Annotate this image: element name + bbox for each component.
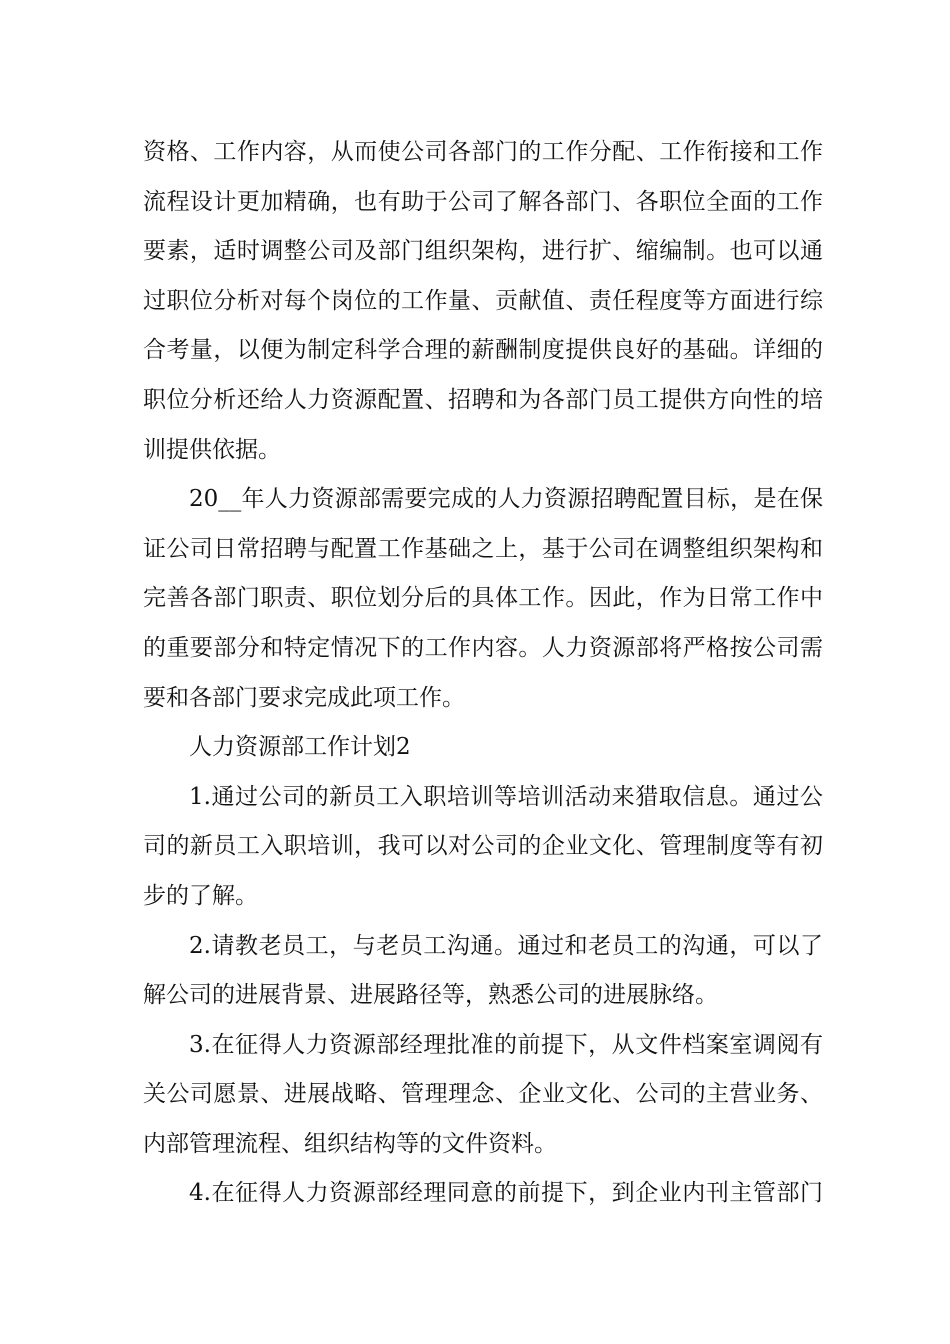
text-line: 2.请教老员工，与老员工沟通。通过和老员工的沟通，可以了 bbox=[189, 932, 823, 959]
text-line: 人力资源部工作计划2 bbox=[189, 734, 411, 761]
text-line: 证公司日常招聘与配置工作基础之上，基于公司在调整组织架构和 bbox=[143, 535, 823, 562]
text-line: 完善各部门职责、职位划分后的具体工作。因此，作为日常工作中 bbox=[143, 585, 823, 612]
text-line: 1.通过公司的新员工入职培训等培训活动来猎取信息。通过公 bbox=[189, 783, 823, 810]
text-line: 训提供依据。 bbox=[143, 436, 281, 463]
text-line: 资格、工作内容，从而使公司各部门的工作分配、工作衔接和工作 bbox=[143, 139, 823, 165]
text-line: 要素，适时调整公司及部门组织架构，进行扩、缩编制。也可以通 bbox=[143, 238, 823, 265]
text-line: 3.在征得人力资源部经理批准的前提下，从文件档案室调阅有 bbox=[189, 1031, 823, 1058]
text-line: 4.在征得人力资源部经理同意的前提下，到企业内刊主管部门 bbox=[189, 1180, 823, 1207]
text-line: 流程设计更加精确，也有助于公司了解各部门、各职位全面的工作 bbox=[143, 188, 823, 215]
text-line: 的重要部分和特定情况下的工作内容。人力资源部将严格按公司需 bbox=[143, 634, 823, 661]
text-line: 步的了解。 bbox=[143, 882, 258, 909]
text-line: 内部管理流程、组织结构等的文件资料。 bbox=[143, 1130, 557, 1157]
text-line: 关公司愿景、进展战略、管理理念、企业文化、公司的主营业务、 bbox=[143, 1081, 823, 1108]
text-line: 20__年人力资源部需要完成的人力资源招聘配置目标，是在保 bbox=[189, 486, 823, 513]
text-line: 司的新员工入职培训，我可以对公司的企业文化、管理制度等有初 bbox=[143, 833, 823, 860]
text-line: 解公司的进展背景、进展路径等，熟悉公司的进展脉络。 bbox=[143, 982, 718, 1009]
text-line: 职位分析还给人力资源配置、招聘和为各部门员工提供方向性的培 bbox=[143, 386, 823, 413]
text-line: 过职位分析对每个岗位的工作量、贡献值、责任程度等方面进行综 bbox=[143, 287, 823, 314]
document-body bbox=[143, 128, 823, 1219]
text-line: 要和各部门要求完成此项工作。 bbox=[143, 684, 465, 711]
text-line: 合考量，以便为制定科学合理的薪酬制度提供良好的基础。详细的 bbox=[143, 337, 823, 364]
